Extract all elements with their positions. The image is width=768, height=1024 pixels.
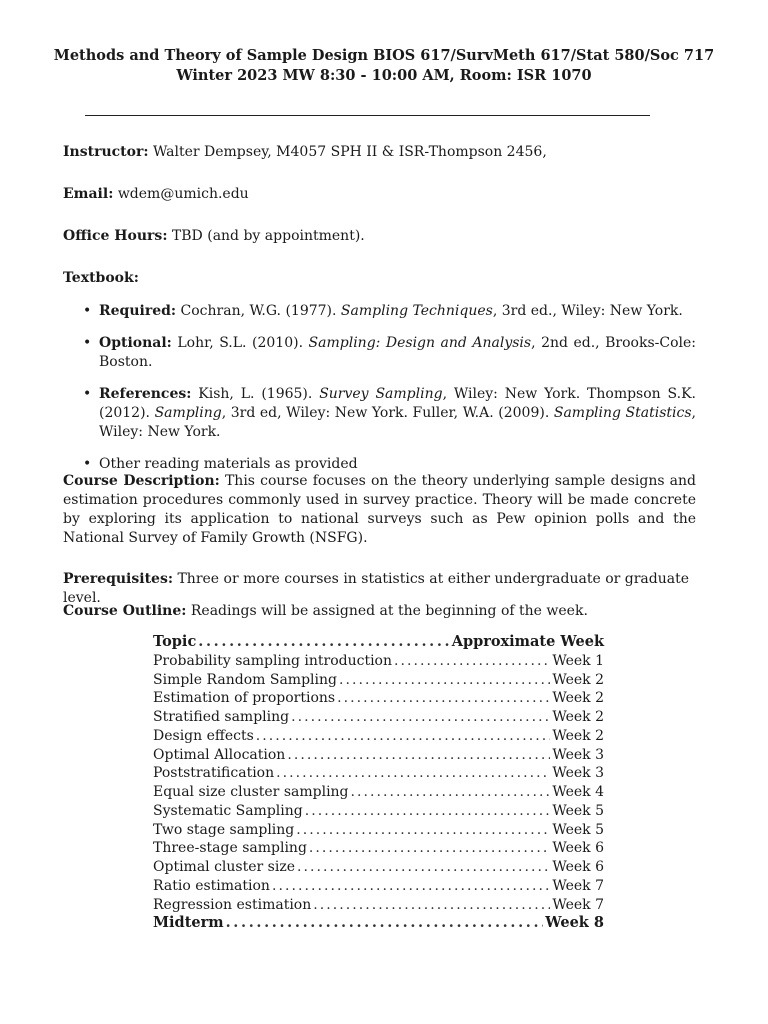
reference-text: , 3rd ed, Wiley: New York. Fuller, W.A. (2009). bbox=[221, 405, 554, 421]
table-row bbox=[153, 896, 604, 915]
outline-topic: Design effects bbox=[153, 727, 254, 744]
dot-leader bbox=[351, 783, 551, 802]
optional-label: Optional: bbox=[99, 335, 172, 351]
table-row bbox=[153, 839, 604, 858]
course-outline-table bbox=[153, 633, 604, 933]
table-row bbox=[153, 802, 604, 821]
outline-week: Week 6 bbox=[552, 859, 604, 875]
outline-rows bbox=[153, 652, 604, 915]
outline-midterm-week: Week 8 bbox=[545, 914, 604, 932]
email-label: Email: bbox=[63, 186, 114, 202]
prerequisites-value: Three or more courses in statistics at either undergraduate or graduate level. bbox=[63, 571, 690, 606]
outline-midterm-topic: Midterm bbox=[153, 914, 224, 932]
outline-topic: Estimation of proportions bbox=[153, 690, 336, 707]
other-materials: Other reading materials as provided bbox=[99, 456, 358, 472]
outline-topic: Three-stage sampling bbox=[153, 840, 307, 857]
course-outline-line bbox=[63, 602, 696, 621]
office-hours-label: Office Hours: bbox=[63, 228, 168, 244]
outline-topic: Systematic Sampling bbox=[153, 802, 303, 819]
outline-week: Week 3 bbox=[552, 746, 604, 763]
outline-topic: Simple Random Sampling bbox=[153, 671, 337, 688]
outline-topic: Regression estimation bbox=[153, 896, 312, 913]
outline-week: Week 2 bbox=[552, 690, 604, 707]
outline-topic: Probability sampling introduction bbox=[153, 652, 392, 669]
list-item bbox=[63, 385, 696, 442]
instructor-line bbox=[63, 143, 696, 162]
dot-leader bbox=[337, 689, 550, 708]
dot-leader bbox=[276, 764, 550, 783]
dot-leader bbox=[226, 914, 544, 933]
optional-title: Sampling: Design and Analysis bbox=[308, 335, 532, 351]
outline-header-week: Approximate Week bbox=[451, 633, 604, 650]
bullet-icon: • bbox=[83, 335, 92, 351]
office-hours-value: TBD (and by appointment). bbox=[167, 228, 365, 244]
table-row bbox=[153, 727, 604, 746]
outline-midterm-row bbox=[153, 914, 604, 933]
list-item bbox=[63, 302, 696, 321]
outline-week: Week 7 bbox=[552, 896, 604, 913]
dot-leader bbox=[287, 746, 550, 765]
instructor-label: Instructor: bbox=[63, 144, 149, 160]
table-row bbox=[153, 708, 604, 727]
required-title: Sampling Techniques bbox=[340, 303, 493, 319]
bullet-icon: • bbox=[83, 456, 92, 472]
email-value: wdem@umich.edu bbox=[113, 186, 249, 202]
outline-topic: Optimal cluster size bbox=[153, 859, 295, 875]
dot-leader bbox=[313, 896, 550, 915]
reference-title: Sampling Statistics bbox=[553, 405, 692, 421]
course-description bbox=[63, 472, 696, 548]
reference-title: Survey Sampling bbox=[319, 386, 443, 402]
title-line-1: Methods and Theory of Sample Design BIOS 617/SurvMeth 617/Stat 580/Soc 717 bbox=[53, 47, 715, 64]
dot-leader bbox=[309, 839, 550, 858]
bullet-icon: • bbox=[83, 303, 92, 319]
reference-text: , Wiley: New York. bbox=[99, 405, 696, 440]
course-description-value: This course focuses on the theory underlying sample designs and estimation procedures commonly used in survey practice. Theory will be made concrete by exploring its application to national surveys such as Pew opinion polls and the National Survey of Family Growth (NSFG). bbox=[63, 473, 696, 546]
outline-topic: Optimal Allocation bbox=[153, 746, 286, 763]
title-line-2: Winter 2023 MW 8:30 - 10:00 AM, Room: ISR 1070 bbox=[176, 67, 592, 84]
textbook-label: Textbook: bbox=[63, 270, 139, 286]
outline-topic: Equal size cluster sampling bbox=[153, 784, 349, 800]
dot-leader bbox=[256, 727, 551, 746]
outline-header-topic: Topic bbox=[153, 633, 197, 650]
list-item bbox=[63, 334, 696, 372]
course-outline-label: Course Outline: bbox=[63, 603, 187, 619]
table-row bbox=[153, 858, 604, 877]
dot-leader bbox=[297, 858, 550, 877]
required-label: Required: bbox=[99, 303, 177, 319]
dot-leader bbox=[296, 821, 550, 840]
dot-leader bbox=[305, 802, 551, 821]
outline-week: Week 4 bbox=[552, 784, 604, 800]
table-row bbox=[153, 746, 604, 765]
optional-author: Lohr, S.L. (2010). bbox=[171, 335, 309, 351]
dot-leader bbox=[339, 671, 550, 690]
outline-topic: Two stage sampling bbox=[153, 821, 295, 838]
dot-leader bbox=[291, 708, 550, 727]
table-row bbox=[153, 652, 604, 671]
outline-week: Week 3 bbox=[552, 765, 604, 782]
table-row bbox=[153, 783, 604, 802]
dot-leader bbox=[272, 877, 550, 896]
dot-leader bbox=[198, 633, 449, 652]
reference-text: , Wiley: New York. Thompson S.K. (2012). bbox=[99, 386, 696, 421]
required-author: Cochran, W.G. (1977). bbox=[176, 303, 341, 319]
instructor-value: Walter Dempsey, M4057 SPH II & ISR-Thompson 2456, bbox=[148, 144, 547, 160]
textbook-list bbox=[63, 302, 696, 474]
outline-week: Week 5 bbox=[552, 802, 604, 819]
outline-week: Week 2 bbox=[552, 709, 604, 725]
outline-week: Week 2 bbox=[552, 671, 604, 688]
outline-header-row bbox=[153, 633, 604, 652]
email-line bbox=[63, 185, 696, 204]
outline-week: Week 1 bbox=[552, 652, 604, 669]
outline-week: Week 2 bbox=[552, 727, 604, 744]
outline-topic: Stratified sampling bbox=[153, 709, 290, 725]
bullet-icon: • bbox=[83, 386, 92, 402]
course-outline-value: Readings will be assigned at the beginning of the week. bbox=[186, 603, 588, 619]
outline-week: Week 7 bbox=[552, 877, 604, 894]
outline-week: Week 5 bbox=[552, 821, 604, 838]
dot-leader bbox=[394, 652, 550, 671]
horizontal-rule bbox=[85, 115, 650, 116]
references-label: References: bbox=[99, 386, 192, 402]
outline-topic: Ratio estimation bbox=[153, 877, 270, 894]
table-row bbox=[153, 689, 604, 708]
table-row bbox=[153, 877, 604, 896]
course-description-label: Course Description: bbox=[63, 473, 220, 489]
textbook-heading bbox=[63, 269, 696, 288]
reference-title: Sampling bbox=[154, 405, 222, 421]
table-row bbox=[153, 764, 604, 783]
required-publisher: , 3rd ed., Wiley: New York. bbox=[492, 303, 683, 319]
outline-week: Week 6 bbox=[552, 840, 604, 857]
prerequisites-label: Prerequisites: bbox=[63, 571, 174, 587]
reference-text: Kish, L. (1965). bbox=[191, 386, 320, 402]
optional-publisher: , 2nd ed., Brooks-Cole: Boston. bbox=[99, 335, 696, 370]
office-hours-line bbox=[63, 227, 696, 246]
outline-topic: Poststratification bbox=[153, 765, 275, 782]
table-row bbox=[153, 671, 604, 690]
document-title bbox=[0, 46, 768, 86]
table-row bbox=[153, 821, 604, 840]
